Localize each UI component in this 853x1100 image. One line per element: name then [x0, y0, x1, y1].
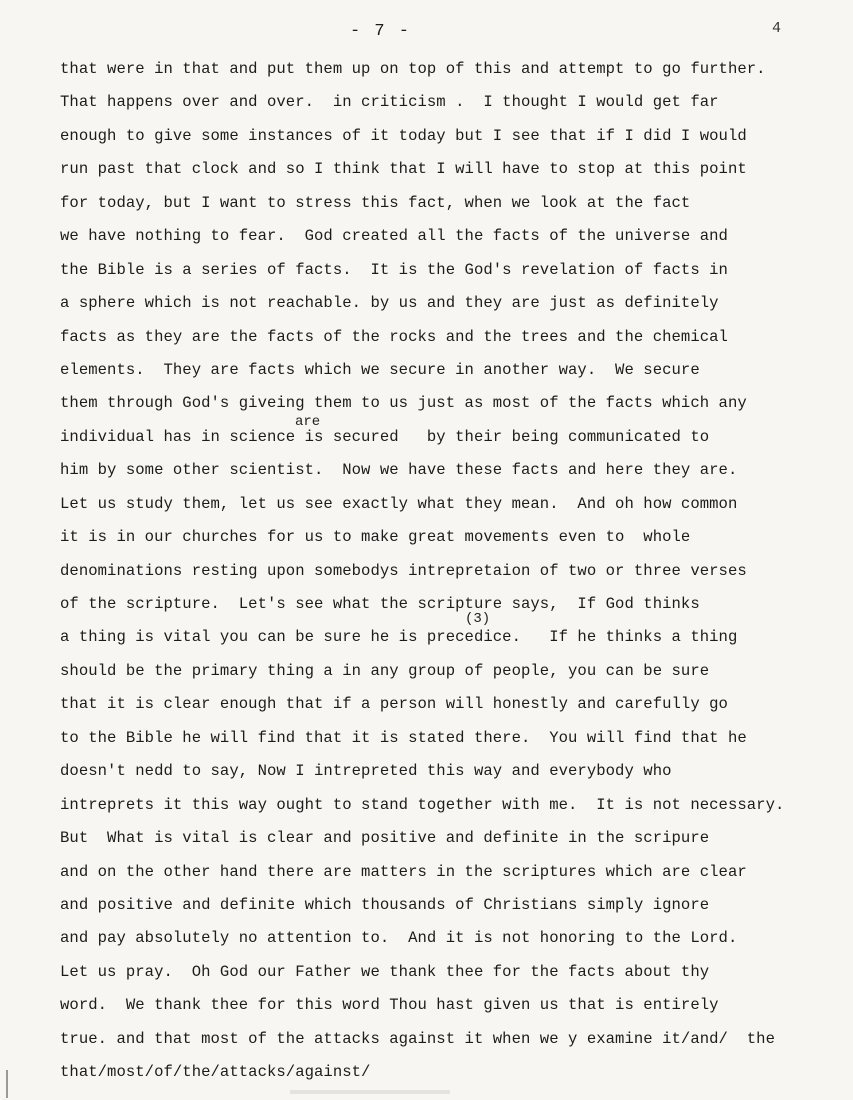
- text-line: denominations resting upon somebodys intrepretaion of two or three verses: [60, 561, 747, 580]
- text-line: enough to give some instances of it today but I see that if I did I would: [60, 126, 747, 145]
- text-line: true. and that most of the attacks against it when we y examine it/and/ the: [60, 1029, 775, 1048]
- text-line: of the scripture. Let's see what the scripture says, If God thinks: [60, 595, 700, 613]
- text-line: we have nothing to fear. God created all the facts of the universe and: [60, 227, 728, 246]
- page-marker: - 7 -: [350, 22, 412, 41]
- text-line: That happens over and over. in criticism . I thought I would get far: [60, 93, 719, 112]
- text-line: doesn't nedd to say, Now I intrepreted this way and everybody who: [60, 762, 672, 781]
- text-line: But What is vital is clear and positive and definite in the scripure: [60, 829, 710, 848]
- text-line: that/most/of/the/attacks/against/: [60, 1063, 371, 1082]
- handwritten-insertion: are: [295, 414, 321, 430]
- text-line: him by some other scientist. Now we have these facts and here they are.: [60, 461, 738, 480]
- text-line: and pay absolutely no attention to. And it is not honoring to the Lord.: [60, 929, 738, 948]
- margin-mark: [6, 1070, 8, 1098]
- text-line: a thing is vital you can be sure he is precedice. If he thinks a thing: [60, 628, 738, 647]
- text-line: the Bible is a series of facts. It is the God's revelation of facts in: [60, 260, 728, 279]
- text-line: elements. They are facts which we secure in another way. We secure: [60, 360, 700, 379]
- text-line: a sphere which is not reachable. by us and they are just as definitely: [60, 294, 719, 313]
- typed-body: [60, 58, 850, 1095]
- text-line: that it is clear enough that if a person will honestly and carefully go: [60, 695, 728, 714]
- sheet-number: 4: [772, 20, 782, 37]
- text-line: and on the other hand there are matters in the scriptures which are clear: [60, 862, 747, 881]
- text-line: it is in our churches for us to make great movements even to whole: [60, 528, 691, 547]
- text-line: and positive and definite which thousands of Christians simply ignore: [60, 895, 710, 914]
- text-line: Let us study them, let us see exactly what they mean. And oh how common: [60, 494, 738, 513]
- handwritten-insertion: (3): [465, 611, 491, 627]
- text-line: to the Bible he will find that it is stated there. You will find that he: [60, 728, 747, 747]
- text-line: individual has in science is secured by their being communicated to: [60, 427, 710, 446]
- text-line: facts as they are the facts of the rocks and the trees and the chemical: [60, 327, 728, 346]
- text-line: for today, but I want to stress this fact, when we look at the fact: [60, 193, 691, 212]
- scan-smudge: [290, 1090, 450, 1094]
- text-line: them through God's giveing them to us just as most of the facts which any: [60, 394, 747, 413]
- text-line: intreprets it this way ought to stand together with me. It is not necessary.: [60, 795, 785, 814]
- text-line: that were in that and put them up on top of this and attempt to go further.: [60, 60, 766, 78]
- text-line: word. We thank thee for this word Thou hast given us that is entirely: [60, 996, 719, 1015]
- text-line: should be the primary thing a in any group of people, you can be sure: [60, 661, 710, 680]
- text-line: run past that clock and so I think that I will have to stop at this point: [60, 160, 747, 179]
- text-line: Let us pray. Oh God our Father we thank thee for the facts about thy: [60, 962, 710, 981]
